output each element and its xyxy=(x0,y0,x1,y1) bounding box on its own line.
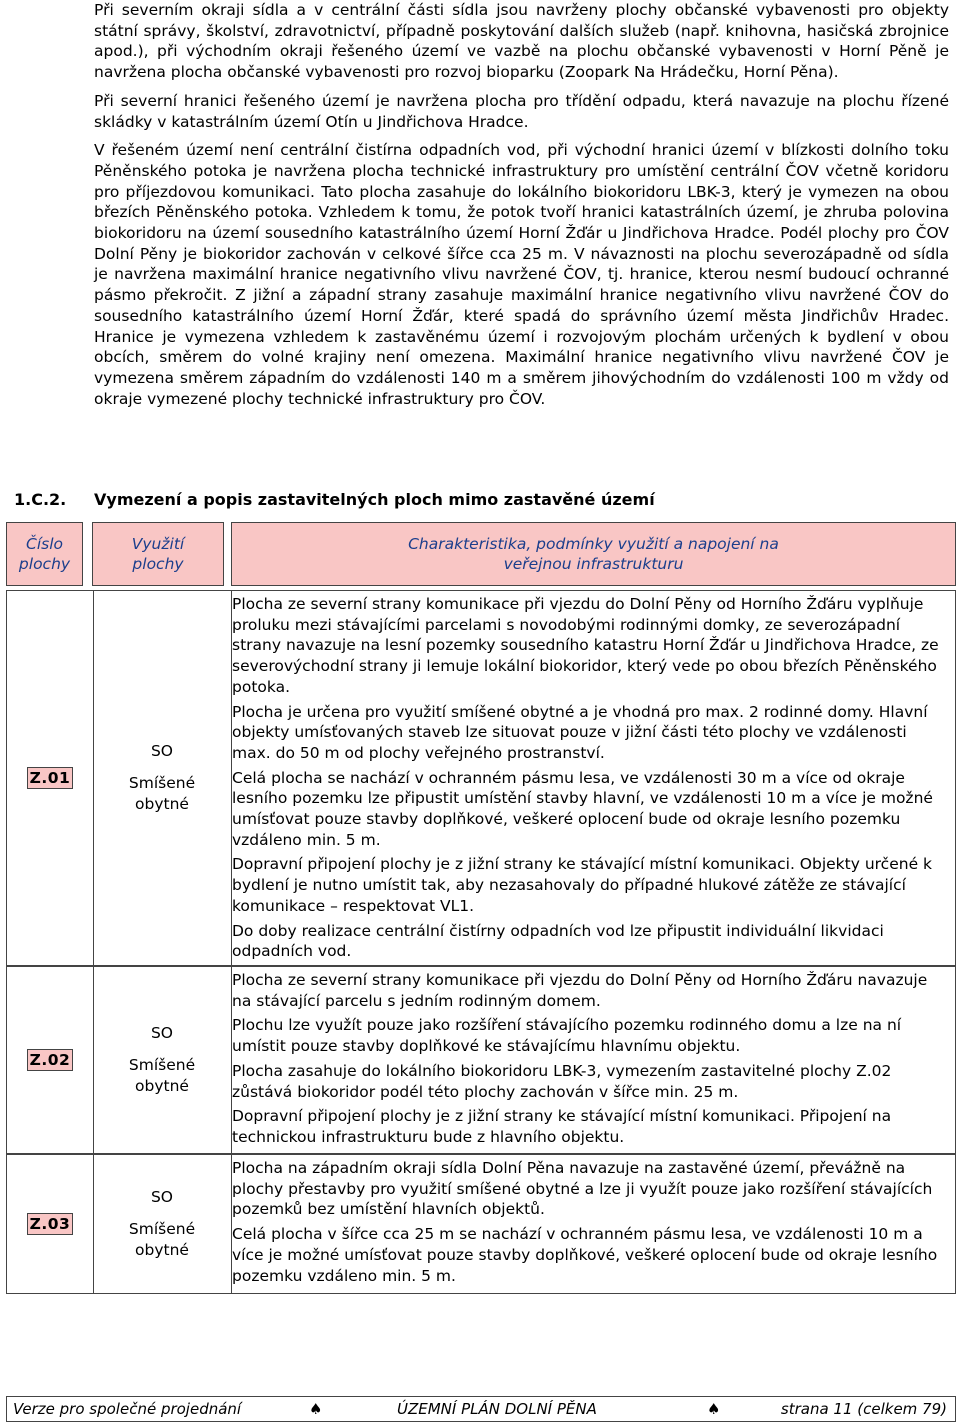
paragraph: V řešeném území není centrální čistírna odpadních vod, při východní hranici území v blízkosti dolního toku Pěněnského potoka je navržena plocha technické infrastruktury pro umístění centrální ČOV včetně koridoru pro příjezdovou komunikaci. Tato plocha zasahuje do lokálního biokoridoru LBK-3, který je vymezen na obou březích Pěněnského potoka. Vzhledem k tomu, že potok tvoří hranici katastrálních území, je zhruba polovina biokoridoru na území sousedního katastrálního území Horní Žďár u Jindřichova Hradce. Podél plochy pro ČOV Dolní Pěny je biokoridor zachován v celkové šířce cca 25 m. V návaznosti na plochu severozápadně od sídla je navržena maximální hranice negativního vlivu navržené ČOV, tj. hranice, kterou nesmí budoucí ochranné pásmo překročit. Z jižní a západní strany zasahuje maximální hranice negativního vlivu navržené ČOV do sousedního katastrálního území Horní Žďár, které spadá do správního území města Jindřichův Hradec. Hranice je vymezena vzhledem k zastavěnému území i rozvojovým plochám určených k bydlení v obou obcích, směrem do volné krajiny není omezena. Maximální hranice negativního vlivu navržené ČOV je vymezena směrem západním do vzdálenosti 140 m a směrem jihovýchodním do vzdálenosti 100 m vždy od okraje vymezené plochy technické infrastruktury pro ČOV. xyxy=(94,141,949,408)
area-number-cell xyxy=(7,1155,93,1293)
table-row xyxy=(6,590,956,966)
characteristics-paragraph: Dopravní připojení plochy je z jižní strany ke stávající místní komunikaci. Připojení na technickou infrastrukturu bude z hlavního objektu. xyxy=(232,1107,892,1146)
paragraph: Při severním okraji sídla a v centrální části sídla jsou navrženy plochy občanské vybavenosti pro objekty státní správy, školství, zdravotnictví, případně poskytování dalších služeb (např. knihovna, hasičská zbrojnice apod.), při východním okraji řešeného území ve vazbě na plochu občanské vybavenosti v Horní Pěně je navržena plocha občanské vybavenosti pro rozvoj bioparku (Zoopark Na Hrádečku, Horní Pěna). xyxy=(94,1,949,82)
intro-text xyxy=(94,0,949,417)
paragraph: Při severní hranici řešeného území je navržena plocha pro třídění odpadu, která navazuje na plochu řízené skládky v katastrálním území Otín u Jindřichova Hradce. xyxy=(94,91,949,131)
characteristics-paragraph: Celá plocha v šířce cca 25 m se nachází v ochranném pásmu lesa, ve vzdálenosti 10 m a více je možné umísťovat pouze stavby doplňkové, veškeré oplocení bude od okraje lesního pozemku vzdáleno min. 5 m. xyxy=(232,1225,938,1285)
area-use-cell xyxy=(93,1155,231,1293)
characteristics-cell xyxy=(232,1158,950,1290)
characteristics-paragraph: Do doby realizace centrální čistírny odpadních vod lze připustit individuální likvidaci odpadních vod. xyxy=(232,921,884,961)
footer-separator-icon: ♠ xyxy=(309,1400,323,1418)
header-area-use: Využití plochy xyxy=(92,522,224,586)
section-number: 1.C.2. xyxy=(14,490,67,509)
characteristics-paragraph: Plocha ze severní strany komunikace při vjezdu do Dolní Pěny od Horního Žďáru navazuje na stávající parcelu s jedním rodinným domem. xyxy=(232,971,928,1010)
footer-page-number: strana 11 (celkem 79) xyxy=(780,1400,947,1418)
header-area-number: Číslo plochy xyxy=(6,522,83,586)
area-number: Z.02 xyxy=(27,1049,74,1071)
area-use-code: SO xyxy=(150,742,174,760)
header-characteristics: Charakteristika, podmínky využití a napojení na veřejnou infrastrukturu xyxy=(231,522,956,586)
footer-separator-icon: ♠ xyxy=(707,1400,721,1418)
characteristics-paragraph: Plocha zasahuje do lokálního biokoridoru LBK-3, vymezením zastavitelné plochy Z.02 zůstává biokoridor podél této plochy zachován v šířce min. 25 m. xyxy=(232,1061,892,1101)
area-use-label: Smíšené obytné xyxy=(128,1220,196,1259)
area-number: Z.01 xyxy=(27,767,74,789)
characteristics-paragraph: Plochu lze využít pouze jako rozšíření stávajícího pozemku rodinného domu a lze na ní umístit pouze stavby doplňkové ke stávajícímu hlavnímu objektu. xyxy=(232,1016,902,1056)
area-use-label: Smíšené obytné xyxy=(128,1056,196,1095)
footer-version: Verze pro společné projednání xyxy=(13,1400,242,1418)
table-row xyxy=(6,1154,956,1294)
area-number-cell xyxy=(7,591,93,965)
area-use-label: Smíšené obytné xyxy=(128,774,196,813)
area-use-cell xyxy=(93,967,231,1153)
characteristics-paragraph: Dopravní připojení plochy je z jižní strany ke stávající místní komunikaci. Objekty určené k bydlení je nutno umístit tak, aby nezasahovaly do případné hlukové zátěže ze stávající komunikace – respektovat VL1. xyxy=(232,855,933,915)
characteristics-cell xyxy=(232,594,950,966)
area-number-cell xyxy=(7,967,93,1153)
section-heading xyxy=(14,490,944,509)
area-use-code: SO xyxy=(150,1188,174,1206)
page-footer xyxy=(6,1396,956,1422)
footer-title: ÚZEMNÍ PLÁN DOLNÍ PĚNA xyxy=(397,1400,597,1418)
characteristics-paragraph: Plocha je určena pro využití smíšené obytné a je vhodná pro max. 2 rodinné domy. Hlavní objekty umísťovaných staveb lze situovat pouze v jižní části této plochy ve vzdálenosti max. do 50 m od plochy veřejného prostranství. xyxy=(232,702,928,762)
characteristics-paragraph: Celá plocha se nachází v ochranném pásmu lesa, ve vzdálenosti 30 m a více od okraje lesního pozemku lze připustit umístění stavby hlavní, ve vzdálenosti 10 m a více je možné umísťovat pouze stavby doplňkové, veškeré oplocení bude od okraje lesního pozemku vzdáleno min. 5 m. xyxy=(232,768,933,849)
characteristics-cell xyxy=(232,970,950,1152)
area-number: Z.03 xyxy=(27,1213,74,1235)
table-row xyxy=(6,966,956,1154)
area-use-code: SO xyxy=(150,1024,174,1042)
characteristics-paragraph: Plocha na západním okraji sídla Dolní Pěna navazuje na zastavěné území, převážně na plochy přestavby pro využití smíšené obytné a lze ji využít pouze jako rozšíření stávajících pozemků bez umístění hlavních objektů. xyxy=(232,1159,933,1219)
area-use-cell xyxy=(93,591,231,965)
section-title: Vymezení a popis zastavitelných ploch mimo zastavěné území xyxy=(94,490,655,509)
characteristics-paragraph: Plocha ze severní strany komunikace při vjezdu do Dolní Pěny od Horního Žďáru vyplňuje proluku mezi stávajícími parcelami s novodobými rodinnými domky, ze severozápadní strany navazuje na lesní pozemky sousedního katastru Horní Žďár u Jindřichova Hradce, ze severovýchodní strany ji lemuje lokální biokoridor, který vede po obou březích Pěněnského potoka. xyxy=(232,595,939,696)
